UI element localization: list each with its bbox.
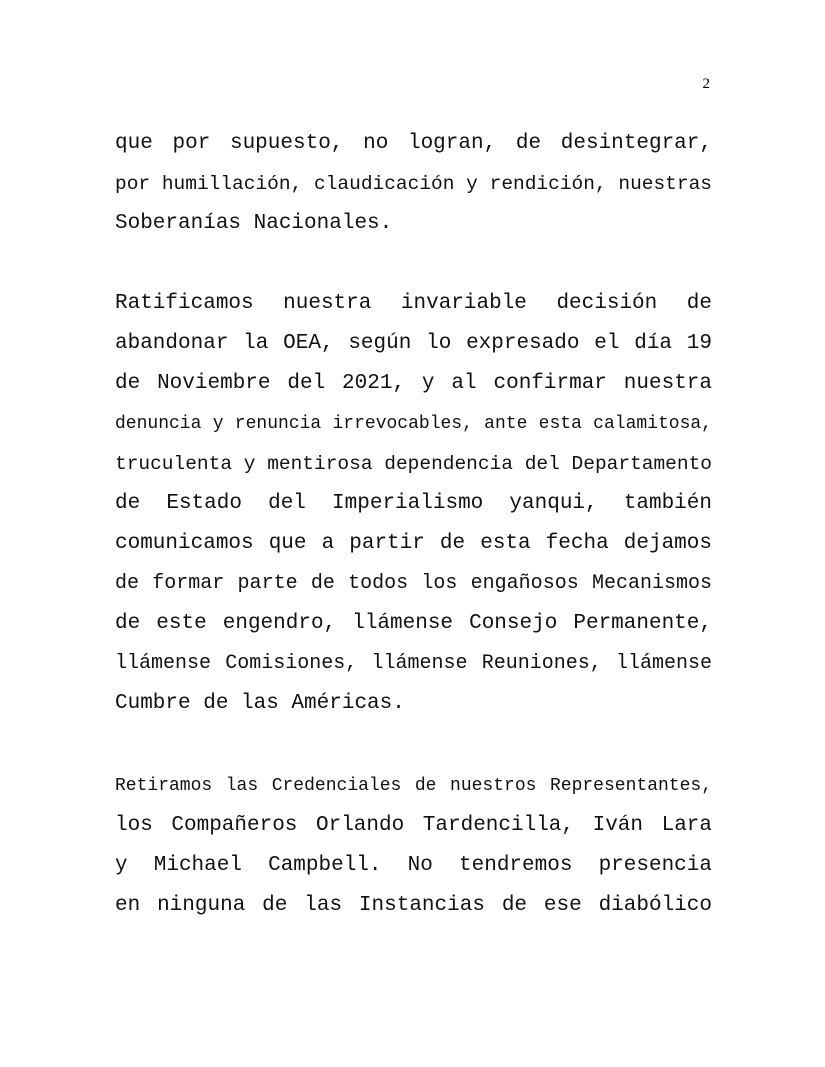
- text-line: y Michael Campbell. No tendremos presencia: [115, 854, 712, 877]
- paragraph-3: [115, 766, 712, 926]
- text-line: llámense Comisiones, llámense Reuniones, llámense: [115, 652, 712, 675]
- text-line: los Compañeros Orlando Tardencilla, Iván Lara: [115, 814, 712, 837]
- paragraph-2: [115, 284, 712, 724]
- text-line: Retiramos las Credenciales de nuestros Representantes,: [115, 776, 712, 796]
- text-line: de Estado del Imperialismo yanqui, también: [115, 492, 712, 515]
- text-line: abandonar la OEA, según lo expresado el día 19: [115, 332, 712, 355]
- text-line: Cumbre de las Américas.: [115, 692, 405, 715]
- text-line: por humillación, claudicación y rendición, nuestras: [115, 173, 712, 195]
- text-line: de este engendro, llámense Consejo Permanente,: [115, 612, 712, 635]
- paragraph-1: [115, 124, 712, 244]
- text-line: de formar parte de todos los engañosos Mecanismos: [115, 572, 712, 595]
- text-line: truculenta y mentirosa dependencia del Departamento: [115, 453, 712, 475]
- text-line: comunicamos que a partir de esta fecha dejamos: [115, 532, 712, 555]
- text-line: que por supuesto, no logran, de desintegrar,: [115, 132, 712, 155]
- text-line: denuncia y renuncia irrevocables, ante esta calamitosa,: [115, 414, 712, 434]
- page-number: 2: [702, 76, 710, 92]
- text-line: en ninguna de las Instancias de ese diabólico: [115, 894, 712, 917]
- text-line: Soberanías Nacionales.: [115, 212, 393, 235]
- text-line: de Noviembre del 2021, y al confirmar nuestra: [115, 372, 712, 395]
- text-line: Ratificamos nuestra invariable decisión de: [115, 292, 712, 315]
